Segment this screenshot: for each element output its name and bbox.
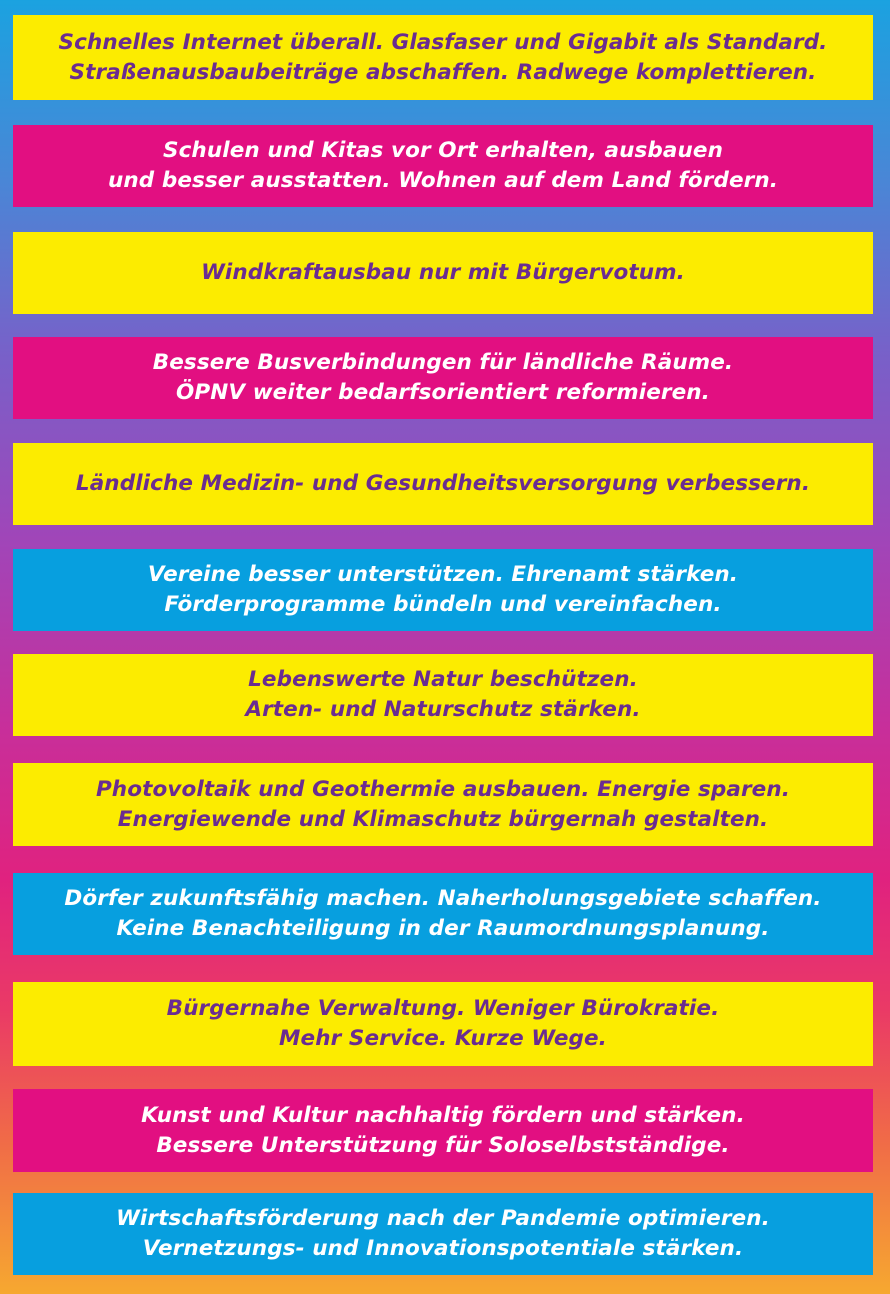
band-text	[13, 884, 873, 944]
band-line: Bessere Unterstützung für Soloselbstständige.	[156, 1132, 730, 1158]
band-line: Schulen und Kitas vor Ort erhalten, ausbauen	[163, 138, 723, 163]
band-line: Straßenausbaubeiträge abschaffen. Radwege komplettieren.	[69, 59, 817, 85]
band-line: Bürgernahe Verwaltung. Weniger Bürokratie.	[166, 996, 720, 1021]
band-text	[13, 775, 873, 835]
band-text	[13, 1101, 873, 1161]
policy-band-culture	[13, 1089, 873, 1172]
band-line: Wirtschaftsförderung nach der Pandemie optimieren.	[116, 1206, 770, 1231]
band-text	[13, 28, 873, 88]
band-text	[13, 258, 873, 288]
band-text	[13, 560, 873, 620]
band-line: Vernetzungs- und Innovationspotentiale stärken.	[142, 1236, 744, 1261]
band-text	[13, 994, 873, 1054]
policy-band-energy	[13, 763, 873, 846]
band-line: Arten- und Naturschutz stärken.	[245, 697, 641, 722]
band-line: Energiewende und Klimaschutz bürgernah gestalten.	[117, 806, 769, 832]
band-text	[13, 348, 873, 408]
band-text	[13, 469, 873, 499]
band-line: Windkraftausbau nur mit Bürgervotum.	[201, 260, 685, 285]
policy-band-internet	[13, 15, 873, 100]
policy-band-windpower	[13, 232, 873, 314]
band-line: Mehr Service. Kurze Wege.	[279, 1026, 607, 1051]
band-text	[13, 1204, 873, 1264]
band-line: Keine Benachteiligung in der Raumordnungsplanung.	[116, 916, 770, 941]
band-line: Lebenswerte Natur beschützen.	[248, 667, 638, 692]
policy-band-clubs	[13, 549, 873, 631]
band-line: Schnelles Internet überall. Glasfaser und Gigabit als Standard.	[58, 29, 828, 55]
band-line: Dörfer zukunftsfähig machen. Naherholungsgebiete schaffen.	[64, 886, 822, 911]
band-line: Ländliche Medizin- und Gesundheitsversorgung verbessern.	[75, 471, 811, 496]
band-line: ÖPNV weiter bedarfsorientiert reformieren.	[176, 380, 710, 405]
band-line: Photovoltaik und Geothermie ausbauen. Energie sparen.	[95, 776, 791, 802]
band-line: Förderprogramme bündeln und vereinfachen.	[164, 592, 722, 617]
policy-band-schools	[13, 125, 873, 207]
policy-band-economy	[13, 1193, 873, 1275]
band-text	[13, 136, 873, 196]
band-line: und besser ausstatten. Wohnen auf dem Land fördern.	[107, 168, 779, 193]
policy-band-healthcare	[13, 443, 873, 525]
band-line: Kunst und Kultur nachhaltig fördern und stärken.	[141, 1102, 745, 1128]
policy-band-bus	[13, 337, 873, 419]
policy-band-administration	[13, 982, 873, 1066]
band-text	[13, 665, 873, 725]
band-line: Bessere Busverbindungen für ländliche Räume.	[152, 350, 734, 375]
policy-band-nature	[13, 654, 873, 736]
band-line: Vereine besser unterstützen. Ehrenamt stärken.	[147, 562, 739, 587]
policy-band-villages	[13, 873, 873, 955]
